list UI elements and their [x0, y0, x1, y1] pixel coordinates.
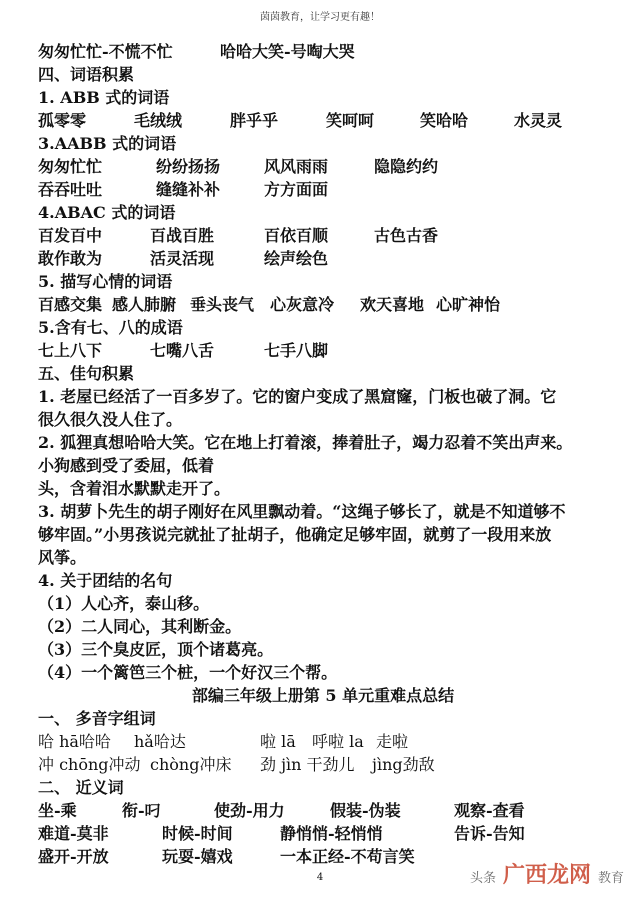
section-title: 四、词语积累 — [38, 65, 135, 84]
word-row — [38, 799, 608, 822]
subsection-title: 3.AABB 式的词语 — [38, 134, 177, 153]
synonym-pair: 坐-乘 — [38, 801, 77, 820]
word-row — [38, 822, 608, 845]
sentence-line: 很久很久没人住了。 — [38, 410, 183, 429]
synonym-pair: 衔-叼 — [122, 801, 161, 820]
polyphone-word: hǎ哈达 — [134, 732, 186, 751]
word: 百战百胜 — [150, 226, 215, 245]
polyphone-word: jìng劲敌 — [372, 755, 435, 774]
quote-item: （3）三个臭皮匠，顶个诸葛亮。 — [38, 640, 274, 659]
sentence-line: 风筝。 — [38, 548, 87, 567]
synonym-pair: 时候-时间 — [162, 824, 233, 843]
word: 缝缝补补 — [156, 180, 221, 199]
word-row — [38, 247, 608, 270]
word: 七嘴八舌 — [150, 341, 215, 360]
word: 七上八下 — [38, 341, 103, 360]
antonym-row — [38, 40, 608, 63]
word: 欢天喜地 — [360, 295, 425, 314]
word: 百依百顺 — [264, 226, 329, 245]
word-row — [38, 730, 608, 753]
unit-title — [38, 684, 608, 707]
word: 七手八脚 — [264, 341, 329, 360]
antonym-pair: 哈哈大笑-号啕大哭 — [220, 42, 355, 61]
subsection-title: 5. 描写心情的词语 — [38, 272, 173, 291]
polyphone-word: 呼啦 la — [312, 732, 364, 751]
polyphone-word: 冲 chōng冲动 — [38, 755, 141, 774]
polyphone-word: 啦 lā — [260, 732, 296, 751]
word: 匆匆忙忙 — [38, 157, 103, 176]
sentence-line: 3. 胡萝卜先生的胡子刚好在风里飘动着。“这绳子够长了，就是不知道够不 — [38, 502, 566, 521]
synonym-pair: 假装-伪装 — [330, 801, 401, 820]
word: 风风雨雨 — [264, 157, 329, 176]
subsection-title: 4.ABAC 式的词语 — [38, 203, 176, 222]
word: 纷纷扬扬 — [156, 157, 221, 176]
watermark-suffix: 教育 — [597, 871, 624, 886]
polyphone-word: chòng冲床 — [150, 755, 232, 774]
word-row — [38, 155, 608, 178]
word: 心灰意冷 — [270, 295, 335, 314]
word: 活灵活现 — [150, 249, 215, 268]
synonym-pair: 静悄悄-轻悄悄 — [280, 824, 383, 843]
word: 绘声绘色 — [264, 249, 329, 268]
sentence-line: 头，含着泪水默默走开了。 — [38, 479, 231, 498]
word: 笑呵呵 — [326, 111, 375, 130]
watermark-brand: 广西龙网 — [502, 863, 591, 888]
word: 毛绒绒 — [134, 111, 183, 130]
document-body — [38, 40, 608, 868]
word-row — [38, 339, 608, 362]
word: 敢作敢为 — [38, 249, 103, 268]
unit-title-text: 部编三年级上册第 5 单元重难点总结 — [191, 686, 455, 705]
quote-item: （4）一个篱笆三个桩，一个好汉三个帮。 — [38, 663, 338, 682]
polyphone-word: 走啦 — [376, 732, 409, 751]
word: 孤零零 — [38, 111, 87, 130]
word-row — [38, 178, 608, 201]
page-header: 茵茵教育，让学习更有趣！ — [260, 12, 380, 23]
sentence-line: 2. 狐狸真想哈哈大笑。它在地上打着滚，捧着肚子，竭力忍着不笑出声来。 — [38, 433, 573, 452]
word: 吞吞吐吐 — [38, 180, 103, 199]
subsection-title: 5.含有七、八的成语 — [38, 318, 183, 337]
sentence-line: 小狗感到受了委屈，低着 — [38, 456, 215, 475]
word: 水灵灵 — [514, 111, 563, 130]
word: 隐隐约约 — [374, 157, 439, 176]
antonym-pair: 匆匆忙忙-不慌不忙 — [38, 42, 173, 61]
page-number: 4 — [316, 872, 324, 883]
synonym-pair: 难道-莫非 — [38, 824, 109, 843]
word: 古色古香 — [374, 226, 439, 245]
synonym-pair: 观察-查看 — [454, 801, 525, 820]
word-row — [38, 224, 608, 247]
word-row — [38, 109, 608, 132]
subsection-title: 4. 关于团结的名句 — [38, 571, 173, 590]
watermark-logo — [470, 858, 624, 889]
word: 胖乎乎 — [230, 111, 279, 130]
quote-item: （2）二人同心，其利断金。 — [38, 617, 242, 636]
synonym-pair: 使劲-用力 — [214, 801, 285, 820]
polyphone-word: 哈 hā哈哈 — [38, 732, 111, 751]
section-title: 一、 多音字组词 — [38, 709, 156, 728]
watermark-prefix: 头条 — [469, 871, 496, 886]
polyphone-word: 劲 jìn 干劲儿 — [260, 755, 355, 774]
synonym-pair: 盛开-开放 — [38, 847, 109, 866]
quote-item: （1）人心齐，泰山移。 — [38, 594, 210, 613]
section-title: 二、 近义词 — [38, 778, 124, 797]
synonym-pair: 一本正经-不苟言笑 — [280, 847, 415, 866]
word: 垂头丧气 — [190, 295, 255, 314]
synonym-pair: 告诉-告知 — [454, 824, 525, 843]
synonym-pair: 玩耍-嬉戏 — [162, 847, 233, 866]
word: 心旷神怡 — [436, 295, 501, 314]
subsection-title: 1. ABB 式的词语 — [38, 88, 170, 107]
sentence-line: 1. 老屋已经活了一百多岁了。它的窗户变成了黑窟窿，门板也破了洞。它 — [38, 387, 557, 406]
word: 百发百中 — [38, 226, 103, 245]
word-row — [38, 753, 608, 776]
section-title: 五、佳句积累 — [38, 364, 135, 383]
sentence-line: 够牢固。”小男孩说完就扯了扯胡子，他确定足够牢固，就剪了一段用来放 — [38, 525, 552, 544]
word: 感人肺腑 — [112, 295, 177, 314]
word: 方方面面 — [264, 180, 329, 199]
word: 笑哈哈 — [420, 111, 469, 130]
word: 百感交集 — [38, 295, 103, 314]
word-row — [38, 293, 608, 316]
